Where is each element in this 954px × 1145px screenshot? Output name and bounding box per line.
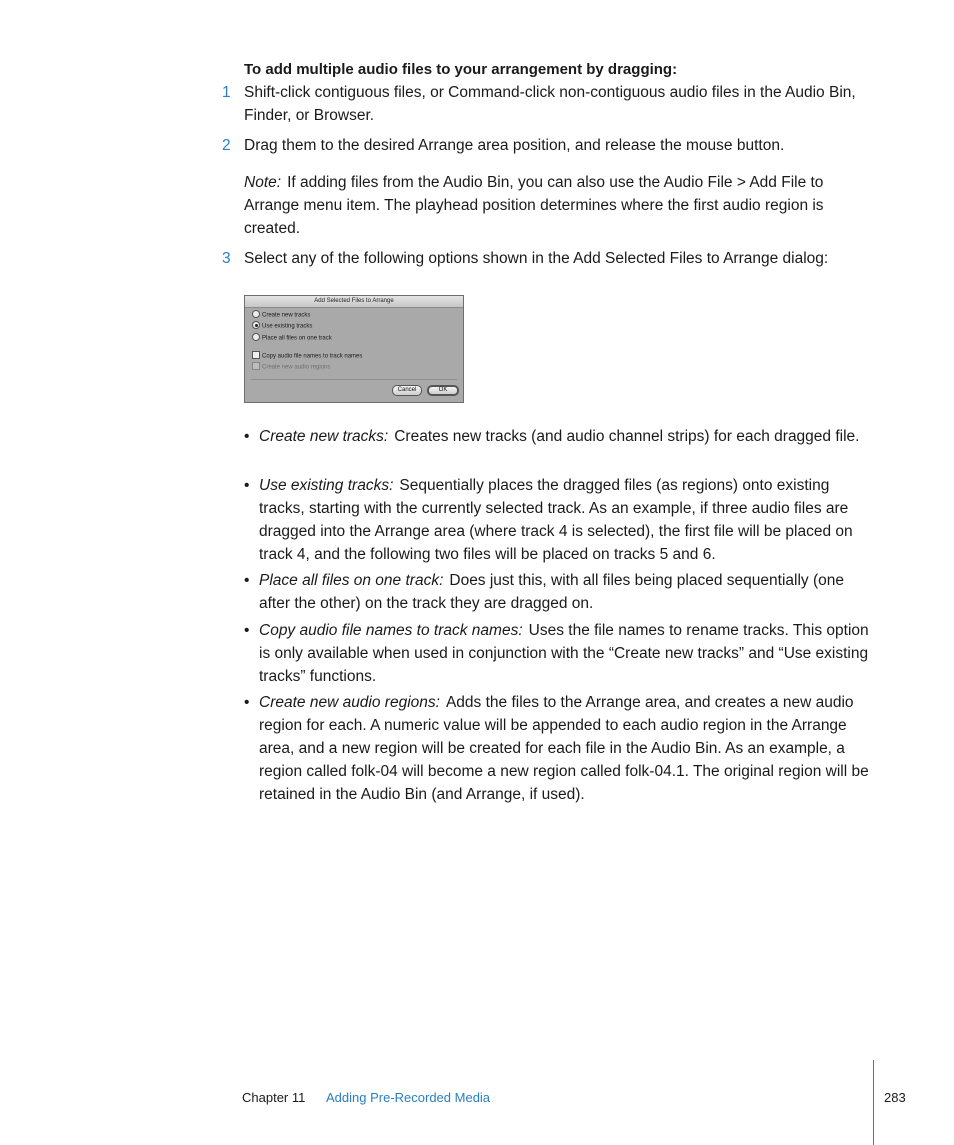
step-number: 2 [222,137,231,154]
radio-icon[interactable] [252,310,260,318]
bullet-term: Copy audio file names to track names: [259,622,523,639]
add-files-dialog-screenshot [244,295,464,403]
option-label: Place all files on one track [262,335,332,342]
bullet-term: Use existing tracks: [259,477,394,494]
bullet-desc: Does just this, with all files being placed sequentially (one after the other) on the track they are dragged on. [259,572,844,612]
note-text: If adding files from the Audio Bin, you can also use the Audio File > Add File to Arrange menu item. The playhead position determines where the first audio region is created. [244,174,824,237]
checkbox-icon[interactable] [252,351,260,359]
bullet-symbol: • [244,428,250,445]
bullet-term: Create new tracks: [259,428,389,445]
step-number: 1 [222,84,231,101]
step-text: Drag them to the desired Arrange area position, and release the mouse button. [244,137,785,154]
note-label: Note: [244,174,282,191]
dialog-title: Add Selected Files to Arrange [245,296,463,308]
option-use-existing-tracks[interactable] [252,322,312,331]
bullet-desc: Uses the file names to rename tracks. This option is only available when used in conjunction with the “Create new tracks” and “Use existing tracks” functions. [259,622,869,685]
bullet-desc: Sequentially places the dragged files (as regions) onto existing tracks, starting with the currently selected track. As an example, if three audio files are dragged into the Arrange area (where track 4 is selected), the first file will be placed on track 4, and the following two files will be placed on tracks 5 and 6. [259,477,853,563]
checkbox-disabled-icon [252,362,260,370]
section-heading: To add multiple audio files to your arrangement by dragging: [244,61,678,78]
dialog-divider [251,379,457,380]
option-copy-file-names[interactable] [252,352,362,361]
bullet-symbol: • [244,694,250,711]
bullet-term: Create new audio regions: [259,694,440,711]
step-text: Shift-click contiguous files, or Command-click non-contiguous audio files in the Audio Bin, Finder, or Browser. [244,84,856,124]
bullet-symbol: • [244,572,250,589]
option-create-new-tracks[interactable] [252,311,310,320]
option-create-new-audio-regions [252,363,330,372]
step-text: Select any of the following options shown in the Add Selected Files to Arrange dialog: [244,250,829,267]
footer-chapter: Chapter 11 [242,1090,306,1105]
option-label: Copy audio file names to track names [262,353,363,360]
footer-chapter-title[interactable]: Adding Pre-Recorded Media [326,1090,491,1105]
footer-divider [873,1060,874,1145]
option-label: Create new tracks [262,312,311,319]
option-label: Use existing tracks [262,323,313,330]
option-label: Create new audio regions [262,364,331,371]
bullet-symbol: • [244,622,250,639]
bullet-desc: Creates new tracks (and audio channel strips) for each dragged file. [394,428,860,445]
radio-selected-icon[interactable] [252,321,260,329]
note [244,171,872,240]
bullet-symbol: • [244,477,250,494]
ok-button[interactable]: OK [427,385,459,396]
option-place-all-on-one-track[interactable] [252,334,332,343]
page-number: 283 [884,1090,906,1105]
bullet-term: Place all files on one track: [259,572,444,589]
bullet-desc: Adds the files to the Arrange area, and creates a new audio region for each. A numeric value will be appended to each audio region in the Arrange area, and a new region will be created for each file in the Audio Bin. As an example, a region called folk-04 will become a new region called folk-04.1. The original region will be retained in the Audio Bin (and Arrange, if used). [259,694,869,803]
step-number: 3 [222,250,231,267]
cancel-button[interactable]: Cancel [392,385,422,396]
radio-icon[interactable] [252,333,260,341]
